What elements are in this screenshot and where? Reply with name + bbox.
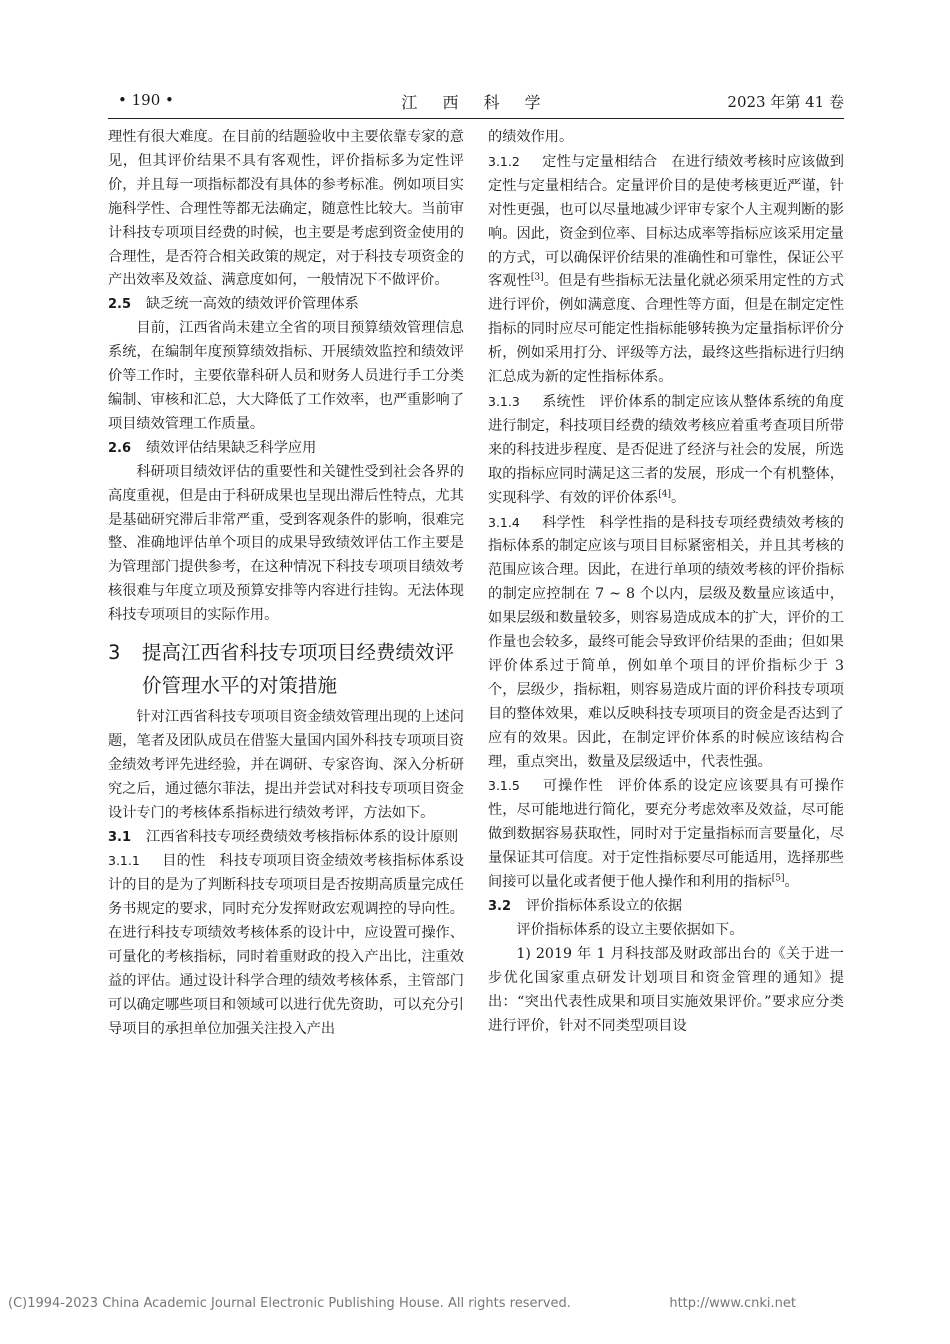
paragraph: 理性有很大难度。在目前的结题验收中主要依靠专家的意见，但其评价结果不具有客观性，评价指标多为定性评价，并且每一项指标都没有具体的参考标准。例如项目实施科学性、合理性等都无法确定，随意性比较大。当前审计科技专项项目经费的时候，也主要是考虑到资金使用的合理性，是否符合相关政策的规定，对于科技专项资金的产出效率及效益、满意度如何，一般情况下不做评价。 [108, 129, 464, 289]
citation-ref: [5] [771, 873, 785, 884]
subsection-3-1-5 [488, 774, 844, 895]
right-column [488, 126, 844, 1038]
section-heading-2-5 [108, 293, 464, 317]
section-number: 3.1 [108, 829, 132, 845]
subsection-text: 。 [784, 874, 799, 891]
subsection-text: 评价体系的制定应该从整体系统的角度进行制定，科技项目经费的绩效考核应着重考查项目所带来的科技进步程度、是否促进了经济与社会的发展，所选取的指标应同时满足这三者的发展，形成一个有机整体，实现科学、有效的评价体系 [488, 393, 844, 506]
subsection-number: 3.1.1 [108, 853, 140, 869]
subsection-text: 科学性指的是科技专项经费绩效考核的指标体系的制定应该与项目目标紧密相关，并且其考核的范围应该合理。因此，在进行单项的绩效考核的评价指标的制定应控制在 7 ~ 8 个以内，层级及数量应该适中，如果层级和数量较多，则容易造成成本的扩大，评价的工作量也会较多，最终可能会导致评价结果的歪曲；但如果评价体系过于简单，例如单个项目的评价指标少于 3 个，层级少，指标粗，则容易造成片面的评价科技专项项目的整体效果，难以反映科技专项项目的资金是否达到了应有的效果。因此，在制定评价体系的时候应该结构合理，重点突出，数量及层级适中，代表性强。 [488, 514, 844, 770]
section-heading-2-6 [108, 437, 464, 461]
subsection-title: 系统性 [542, 393, 586, 410]
section-heading-3-1 [108, 826, 464, 850]
subsection-3-1-2 [488, 150, 844, 390]
page-header [108, 88, 844, 119]
subsection-number: 3.1.4 [488, 514, 520, 530]
subsection-text: 评价体系的设定应该要具有可操作性，尽可能地进行简化，要充分考虑效率及效益，尽可能做到数据容易获取性，同时对于定量指标而言要量化，尽量保证其可信度。对于定性指标要尽可能适用，选择那些间接可以量化或者便于他人操作和利用的指标 [488, 778, 844, 891]
subsection-text: 。但是有些指标无法量化就必须采用定性的方式进行评价，例如满意度、合理性等方面，但是在制定定性指标的同时应尽可能定性指标能够转换为定量指标评价分析，例如采用打分、评级等方法，最终这些指标进行归纳汇总成为新的定性指标体系。 [488, 273, 844, 386]
subsection-title: 目的性 [162, 853, 206, 870]
section-number: 2.5 [108, 297, 132, 313]
paragraph: 针对江西省科技专项项目资金绩效管理出现的上述问题，笔者及团队成员在借鉴大量国内国外科技专项项目资金绩效考评先进经验，并在调研、专家咨询、深入分析研究之后，通过德尔菲法，提出并尝试对科技专项项目资金设计专门的考核体系指标进行绩效考评，方法如下。 [108, 709, 464, 821]
subsection-title: 科学性 [542, 514, 586, 531]
section-number: 3 [108, 641, 121, 665]
subsection-text: 在进行绩效考核时应该做到定性与定量相结合。定量评价目的是使考核更近严谨，针对性更强，也可以尽量地减少评审专家个人主观判断的影响。因此，资金到位率、目标达成率等指标应该采用定量的方式，可以确保评价结果的准确性和可靠性，保证公平客观性 [488, 153, 844, 290]
section-title: 绩效评估结果缺乏科学应用 [146, 439, 317, 456]
subsection-3-1-1 [108, 849, 464, 1041]
subsection-number: 3.1.5 [488, 778, 520, 794]
section-title: 缺乏统一高效的绩效评价管理体系 [146, 296, 359, 313]
subsection-text: 。 [671, 489, 686, 506]
section-title: 江西省科技专项经费绩效考核指标体系的设计原则 [146, 828, 459, 845]
subsection-number: 3.1.2 [488, 153, 520, 169]
left-column [108, 126, 464, 1042]
section-number: 3.2 [488, 899, 512, 914]
subsection-title: 可操作性 [542, 778, 604, 795]
citation-ref: [3] [530, 272, 544, 283]
paragraph: 科研项目绩效评估的重要性和关键性受到社会各界的高度重视，但是由于科研成果也呈现出滞后性特点，尤其是基础研究滞后非常严重，受到客观条件的影响，很难完整、准确地评估单个项目的成果导致绩效评估工作主要是为管理部门提供参考，在这种情况下科技专项项目绩效考核很难与年度立项及预算安排等内容进行挂钩。无法体现科技专项项目的实际作用。 [108, 463, 464, 624]
paragraph: 评价指标体系的设立主要依据如下。 [516, 921, 744, 938]
section-heading-3 [108, 636, 464, 702]
journal-name: 江 西 科 学 [401, 93, 551, 112]
paragraph: 1) 2019 年 1 月科技部及财政部出台的《关于进一步优化国家重点研发计划项目和资金管理的通知》提出：“突出代表性成果和项目实施效果评价。”要求应分类进行评价，针对不同类型项目设 [488, 945, 844, 1034]
subsection-3-1-3 [488, 390, 844, 511]
journal-volume: 2023 年第 41 卷 [727, 93, 844, 111]
section-title: 提高江西省科技专项项目经费绩效评价管理水平的对策措施 [142, 641, 455, 698]
paragraph: 的绩效作用。 [488, 129, 574, 145]
subsection-number: 3.1.3 [488, 393, 520, 409]
paragraph: 目前，江西省尚未建立全省的项目预算绩效管理信息系统，在编制年度预算绩效指标、开展绩效监控和绩效评价等工作时，主要依靠科研人员和财务人员进行手工分类编制、审核和汇总，大大降低了工作效率，也严重影响了项目绩效管理工作质量。 [108, 320, 464, 432]
copyright-notice: (C)1994-2023 China Academic Journal Electronic Publishing House. All rights reserved. [8, 1296, 571, 1311]
section-number: 2.6 [108, 440, 132, 456]
citation-ref: [4] [658, 488, 672, 499]
page-number: • 190 • [118, 91, 174, 109]
footer-url: http://www.cnki.net [669, 1296, 796, 1311]
section-heading-3-2 [488, 895, 844, 919]
section-title: 评价指标体系设立的依据 [526, 898, 683, 914]
subsection-3-1-4 [488, 511, 844, 775]
subsection-title: 定性与定量相结合 [542, 153, 658, 170]
subsection-text: 科技专项项目资金绩效考核指标体系设计的目的是为了判断科技专项项目是否按期高质量完成任务书规定的要求，同时充分发挥财政宏观调控的导向性。在进行科技专项绩效考核体系的设计中，应设置可操作、可量化的考核指标，同时着重财政的投入产出比，注重效益的评估。通过设计科学合理的绩效考核体系，主管部门可以确定哪些项目和领域可以进行优先资助，可以充分引导项目的承担单位加强关注投入产出 [108, 853, 464, 1037]
